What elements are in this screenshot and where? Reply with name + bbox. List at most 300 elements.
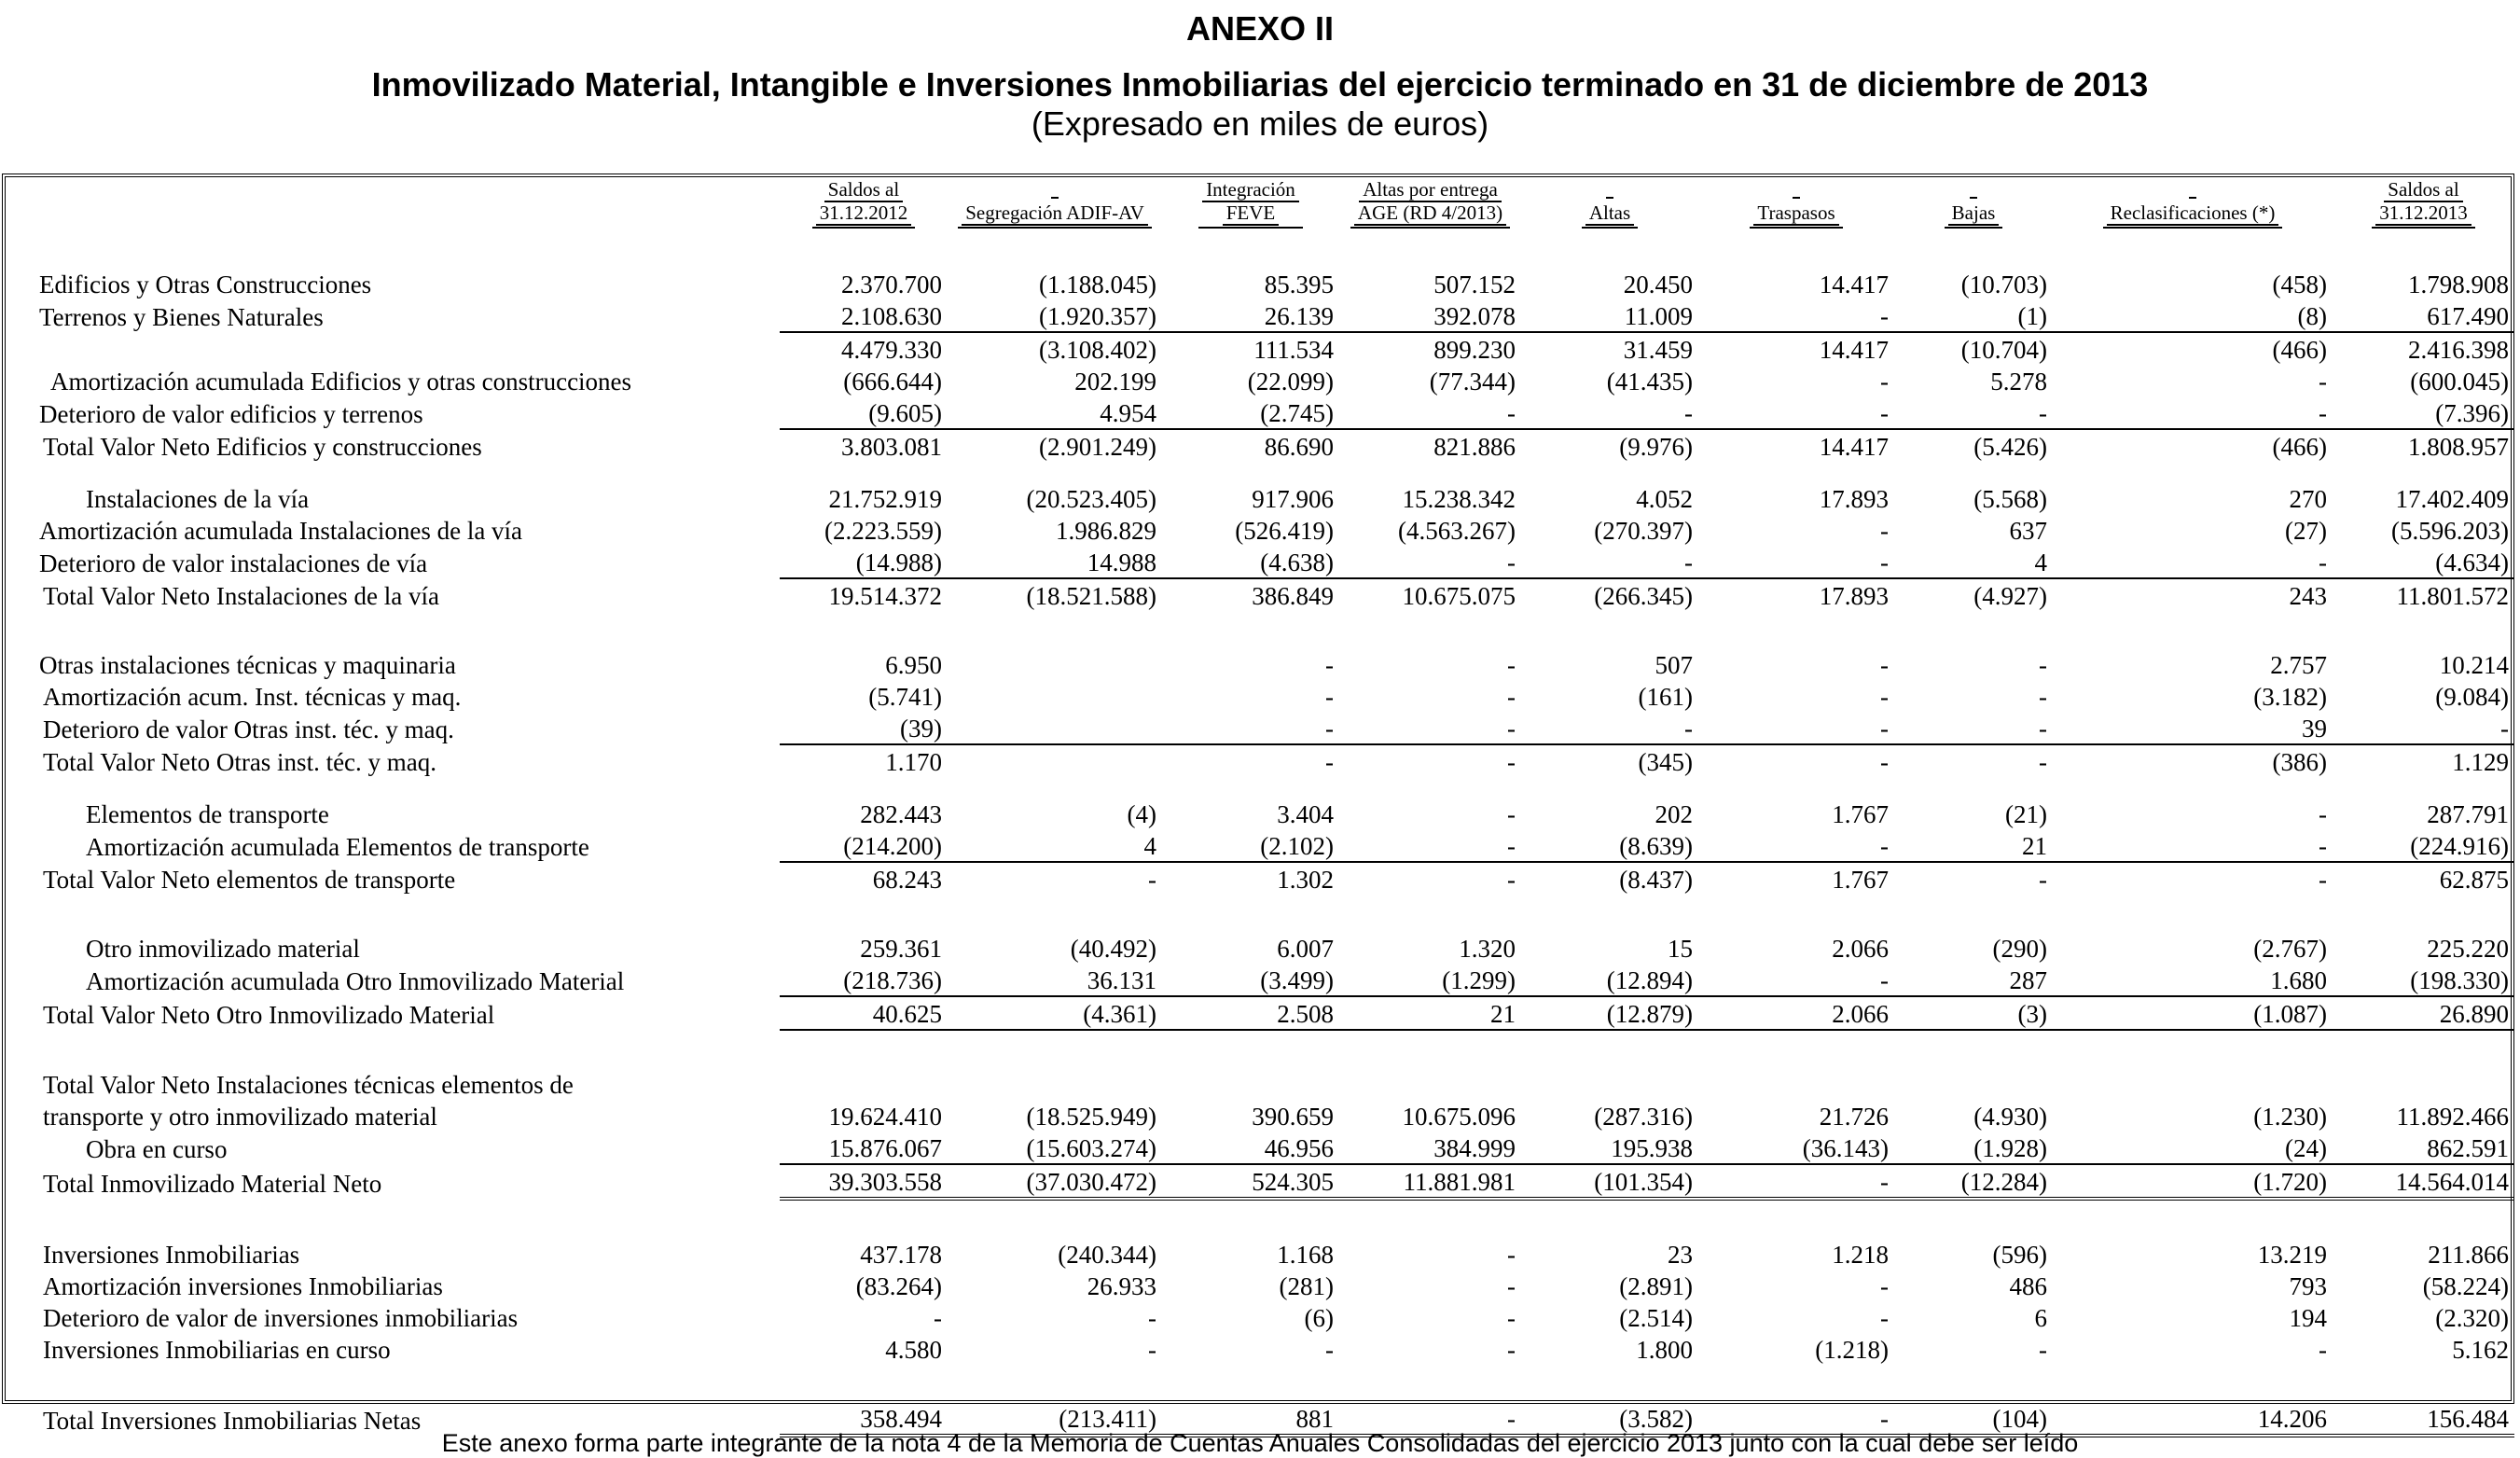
cell-value: 507.152	[1433, 271, 1516, 299]
cell-value: 15.238.342	[1402, 485, 1516, 513]
cell-value: -	[2053, 829, 2333, 862]
cell-value: (526.419)	[1235, 517, 1334, 545]
cell-value: -	[1339, 829, 1521, 862]
cell-value: -	[1698, 712, 1894, 744]
cell-value: (2.767)	[2253, 935, 2327, 963]
cell-value: (22.099)	[1247, 368, 1334, 396]
cell-value: (290)	[1992, 935, 2047, 963]
row-label: Amortización inversiones Inmobiliarias	[43, 1272, 443, 1300]
cell-value: (2.223.559)	[824, 517, 942, 545]
cell-value: (458)	[2272, 271, 2327, 299]
cell-value: -	[1162, 712, 1339, 744]
table-row	[6, 964, 2514, 996]
cell-value: (9.084)	[2435, 683, 2509, 711]
cell-value: -	[1698, 396, 1894, 429]
cell-value: (12.894)	[1521, 964, 1698, 996]
cell-value: 68.243	[872, 866, 942, 894]
cell-value	[1162, 1068, 1339, 1100]
cell-value: 1.218	[1832, 1241, 1889, 1269]
cell-value: (3)	[1894, 996, 2053, 1030]
row-label: transporte y otro inmovilizado material	[43, 1103, 437, 1131]
row-label: Otras instalaciones técnicas y maquinaria	[39, 651, 456, 679]
table-row	[6, 648, 2514, 680]
cell-value: (8.437)	[1619, 866, 1693, 894]
cell-value: 26.890	[2333, 996, 2514, 1030]
cell-value: 39	[2053, 712, 2333, 744]
cell-value: -	[1325, 651, 1334, 679]
cell-value: (1.188.045)	[1039, 271, 1156, 299]
cell-value: 4	[1894, 546, 2053, 578]
cell-value: 3.803.081	[841, 433, 942, 461]
table-row	[6, 268, 2514, 299]
cell-value: (596)	[1992, 1241, 2047, 1269]
cell-value: 270	[2289, 485, 2327, 513]
row-label: Total Inmovilizado Material Neto	[43, 1170, 382, 1198]
table-row	[6, 744, 2514, 777]
row-label: Otro inmovilizado material	[86, 935, 360, 963]
cell-value: -	[1698, 1164, 1894, 1199]
cell-value: -	[2039, 683, 2047, 711]
column-header: Saldos al 31.12.2013	[2333, 179, 2514, 230]
cell-value	[1894, 1068, 2053, 1100]
cell-value: 26.139	[1264, 302, 1334, 330]
cell-value: 17.893	[1819, 485, 1889, 513]
cell-value: (5.596.203)	[2391, 517, 2509, 545]
cell-value: 26.933	[1087, 1272, 1156, 1300]
cell-value: 202	[1655, 800, 1693, 828]
cell-value: (240.344)	[1058, 1241, 1156, 1269]
cell-value: (218.736)	[780, 964, 948, 996]
cell-value: (2.102)	[1162, 829, 1339, 862]
cell-value: 1.320	[1459, 935, 1516, 963]
cell-value: (7.396)	[2333, 396, 2514, 429]
cell-value: (3.582)	[1521, 1402, 1698, 1436]
cell-value: 17.893	[1819, 582, 1889, 610]
row-label: Amortización acumulada Elementos de transporte	[86, 833, 589, 861]
cell-value: (2.745)	[1162, 396, 1339, 429]
cell-value: (24)	[2053, 1132, 2333, 1164]
cell-value: (198.330)	[2333, 964, 2514, 996]
column-header: Saldos al 31.12.2012	[780, 179, 948, 230]
cell-value: (40.492)	[1070, 935, 1156, 963]
cell-value: (10.704)	[1894, 332, 2053, 365]
row-label: Total Valor Neto elementos de transporte	[43, 866, 456, 894]
cell-value: -	[1521, 396, 1698, 429]
cell-value: (214.200)	[780, 829, 948, 862]
cell-value: 21	[1339, 996, 1521, 1030]
cell-value: 13.219	[2257, 1241, 2327, 1269]
cell-value: 2.416.398	[2333, 332, 2514, 365]
cell-value: -	[2039, 651, 2047, 679]
cell-value: (3.108.402)	[948, 332, 1162, 365]
cell-value	[948, 680, 1162, 712]
cell-value: 637	[2009, 517, 2047, 545]
spacer-row	[6, 230, 2514, 268]
cell-value: (27)	[2285, 517, 2327, 545]
cell-value: -	[1339, 1402, 1521, 1436]
table-row	[6, 798, 2514, 829]
cell-value: (8)	[2297, 302, 2327, 330]
cell-value	[2053, 1068, 2333, 1100]
cell-value: 46.956	[1162, 1132, 1339, 1164]
cell-value: 11.881.981	[1339, 1164, 1521, 1199]
row-label: Total Valor Neto Otras inst. téc. y maq.	[43, 748, 437, 776]
cell-value: (4.634)	[2333, 546, 2514, 578]
cell-value: 202.199	[1074, 368, 1156, 396]
row-label: Deterioro de valor de inversiones inmobiliarias	[43, 1304, 519, 1332]
cell-value: -	[1339, 712, 1521, 744]
cell-value: -	[1148, 866, 1156, 894]
cell-value: -	[1325, 748, 1334, 776]
cell-value: 111.534	[1162, 332, 1339, 365]
cell-value: 1.170	[885, 748, 942, 776]
cell-value: 4.052	[1636, 485, 1693, 513]
cell-value: 17.402.409	[2395, 485, 2509, 513]
cell-value: (1.720)	[2053, 1164, 2333, 1199]
cell-value: -	[1148, 1336, 1156, 1364]
row-label: Instalaciones de la vía	[86, 485, 310, 513]
report-title: Inmovilizado Material, Intangible e Inversiones Inmobiliarias del ejercicio terminado en 31 de diciembre de 2013	[371, 65, 2149, 104]
cell-value: 194	[2289, 1304, 2327, 1332]
cell-value	[1521, 1068, 1698, 1100]
cell-value: 10.675.075	[1402, 582, 1516, 610]
cell-value: (101.354)	[1521, 1164, 1698, 1199]
cell-value: 917.906	[1252, 485, 1334, 513]
row-label: Amortización acumulada Edificios y otras construcciones	[50, 368, 632, 396]
table-row	[6, 514, 2514, 546]
cell-value: -	[2039, 866, 2047, 894]
spacer-row	[6, 777, 2514, 798]
cell-value: (5.741)	[868, 683, 942, 711]
cell-value: (83.264)	[855, 1272, 942, 1300]
table-row	[6, 546, 2514, 578]
cell-value: (9.605)	[780, 396, 948, 429]
table-row	[6, 1238, 2514, 1270]
cell-value: 259.361	[860, 935, 942, 963]
spacer-row	[6, 611, 2514, 648]
cell-value	[948, 744, 1162, 777]
cell-value: (4.930)	[1973, 1103, 2047, 1131]
cell-value: 1.680	[2053, 964, 2333, 996]
row-label: Amortización acumulada Otro Inmovilizado Material	[86, 967, 625, 995]
cell-value: (270.397)	[1594, 517, 1693, 545]
cell-value: -	[1698, 964, 1894, 996]
cell-value: 31.459	[1521, 332, 1698, 365]
cell-value: -	[1507, 800, 1516, 828]
table-row	[6, 365, 2514, 396]
cell-value: 1.767	[1832, 866, 1889, 894]
cell-value: (12.879)	[1521, 996, 1698, 1030]
cell-value: (4.563.267)	[1398, 517, 1516, 545]
cell-value	[780, 1068, 948, 1100]
annex-label: ANEXO II	[1185, 9, 1335, 48]
cell-value: 2.066	[1698, 996, 1894, 1030]
cell-value: (666.644)	[843, 368, 942, 396]
cell-value: (4.927)	[1973, 582, 2047, 610]
cell-value: 10.214	[2439, 651, 2509, 679]
row-label: Deterioro de valor edificios y terrenos	[39, 400, 423, 428]
cell-value: -	[2053, 396, 2333, 429]
table-row	[6, 996, 2514, 1030]
column-header: Segregación ADIF-AV	[948, 179, 1162, 230]
cell-value: (161)	[1638, 683, 1693, 711]
row-label: Inversiones Inmobiliarias en curso	[43, 1336, 391, 1364]
column-header: Integración FEVE	[1162, 179, 1339, 230]
cell-value: 14.417	[1819, 433, 1889, 461]
row-label: Terrenos y Bienes Naturales	[39, 303, 324, 331]
column-header: Bajas	[1894, 179, 2053, 230]
cell-value: 881	[1162, 1402, 1339, 1436]
cell-value: 390.659	[1252, 1103, 1334, 1131]
table-row	[6, 712, 2514, 744]
cell-value	[1698, 1068, 1894, 1100]
cell-value: (1.920.357)	[1039, 302, 1156, 330]
cell-value: (1.230)	[2253, 1103, 2327, 1131]
cell-value: -	[1148, 1304, 1156, 1332]
cell-value: -	[1880, 683, 1889, 711]
cell-value: 2.066	[1832, 935, 1889, 963]
spacer-row	[6, 1199, 2514, 1238]
cell-value: (77.344)	[1429, 368, 1516, 396]
cell-value: (2.320)	[2435, 1304, 2509, 1332]
cell-value: (39)	[780, 712, 948, 744]
row-label	[6, 332, 780, 365]
table-row	[6, 862, 2514, 895]
cell-value: 524.305	[1162, 1164, 1339, 1199]
cell-value: 386.849	[1252, 582, 1334, 610]
cell-value: 11.009	[1624, 302, 1693, 330]
column-header: Reclasificaciones (*)	[2053, 179, 2333, 230]
row-label: Total Inversiones Inmobiliarias Netas	[43, 1407, 422, 1435]
row-label: Edificios y Otras Construcciones	[39, 271, 372, 299]
cell-value: (600.045)	[2410, 368, 2509, 396]
cell-value: -	[1880, 1272, 1889, 1300]
cell-value: 1.798.908	[2408, 271, 2509, 299]
cell-value: (8.639)	[1521, 829, 1698, 862]
cell-value: (18.525.949)	[1026, 1103, 1156, 1131]
cell-value: 14.417	[1698, 332, 1894, 365]
cell-value: 85.395	[1264, 271, 1334, 299]
row-label: Deterioro de valor instalaciones de vía	[39, 549, 428, 577]
cell-value: 5.162	[2452, 1336, 2509, 1364]
cell-value: 11.892.466	[2396, 1103, 2509, 1131]
table-row	[6, 829, 2514, 862]
cell-value: -	[1325, 683, 1334, 711]
cell-value: 862.591	[2333, 1132, 2514, 1164]
cell-value: (466)	[2053, 332, 2333, 365]
column-header-row	[6, 179, 2514, 230]
cell-value: -	[1880, 1304, 1889, 1332]
cell-value: 6.950	[885, 651, 942, 679]
cell-value: -	[2319, 866, 2327, 894]
cell-value: 4.580	[885, 1336, 942, 1364]
cell-value: (287.316)	[1594, 1103, 1693, 1131]
cell-value: 86.690	[1264, 433, 1334, 461]
cell-value: (3.499)	[1162, 964, 1339, 996]
report-subtitle: (Expresado en miles de euros)	[1031, 104, 1489, 143]
cell-value: (15.603.274)	[948, 1132, 1162, 1164]
row-label: Amortización acumulada Instalaciones de la vía	[39, 517, 523, 545]
cell-value: 62.875	[2439, 866, 2509, 894]
cell-value: 507	[1655, 651, 1693, 679]
cell-value: (9.976)	[1619, 433, 1693, 461]
cell-value: (1.928)	[1894, 1132, 2053, 1164]
cell-value: 1.129	[2452, 748, 2509, 776]
table-row	[6, 1100, 2514, 1132]
cell-value: 225.220	[2427, 935, 2509, 963]
cell-value: 156.484	[2333, 1402, 2514, 1436]
table-row	[6, 332, 2514, 365]
cell-value: (104)	[1894, 1402, 2053, 1436]
table-row	[6, 680, 2514, 712]
cell-value	[948, 648, 1162, 680]
spacer-row	[6, 895, 2514, 932]
table-row	[6, 482, 2514, 514]
cell-value: -	[1507, 748, 1516, 776]
cell-value: 4.954	[948, 396, 1162, 429]
cell-value: 23	[1668, 1241, 1693, 1269]
cell-value	[2333, 1068, 2514, 1100]
cell-value: 21	[1894, 829, 2053, 862]
cell-value: (18.521.588)	[1026, 582, 1156, 610]
row-label: Amortización acum. Inst. técnicas y maq.	[43, 683, 462, 711]
cell-value: -	[1894, 712, 2053, 744]
table-row	[6, 1270, 2514, 1301]
cell-value: -	[1698, 1402, 1894, 1436]
cell-value: 36.131	[948, 964, 1162, 996]
cell-value	[1339, 1068, 1521, 1100]
cell-value: 4.479.330	[780, 332, 948, 365]
cell-value: 384.999	[1339, 1132, 1521, 1164]
cell-value: 11.801.572	[2396, 582, 2509, 610]
cell-value: -	[1698, 829, 1894, 862]
cell-value: (1.087)	[2053, 996, 2333, 1030]
cell-value: 40.625	[780, 996, 948, 1030]
cell-value: (12.284)	[1894, 1164, 2053, 1199]
cell-value: 437.178	[860, 1241, 942, 1269]
table-row	[6, 1132, 2514, 1164]
row-label: Deterioro de valor Otras inst. téc. y maq.	[43, 715, 454, 743]
cell-value: 14.417	[1819, 271, 1889, 299]
column-header: Altas	[1521, 179, 1698, 230]
cell-value: -	[1880, 302, 1889, 330]
cell-value: (6)	[1304, 1304, 1334, 1332]
cell-value: 1.808.957	[2408, 433, 2509, 461]
cell-value	[948, 1068, 1162, 1100]
cell-value: -	[2333, 712, 2514, 744]
cell-value: -	[1507, 683, 1516, 711]
cell-value: 39.303.558	[780, 1164, 948, 1199]
cell-value: (3.182)	[2253, 683, 2327, 711]
cell-value: -	[1507, 1336, 1516, 1364]
row-label: Total Valor Neto Otro Inmovilizado Material	[43, 1001, 495, 1029]
cell-value: -	[1507, 651, 1516, 679]
cell-value: 486	[2009, 1272, 2047, 1300]
cell-value: 1.767	[1832, 800, 1889, 828]
cell-value: (4)	[1127, 800, 1156, 828]
table-row	[6, 429, 2514, 462]
cell-value: 1.302	[1277, 866, 1334, 894]
cell-value: (4.361)	[948, 996, 1162, 1030]
cell-value: 1.800	[1636, 1336, 1693, 1364]
table-row	[6, 1068, 2514, 1100]
cell-value: -	[1339, 396, 1521, 429]
cell-value: (10.703)	[1960, 271, 2047, 299]
cell-value: (41.435)	[1606, 368, 1693, 396]
cell-value: 1.168	[1277, 1241, 1334, 1269]
cell-value: 282.443	[860, 800, 942, 828]
footer-note: Este anexo forma parte integrante de la nota 4 de la Memoria de Cuentas Anuales Consolidadas del ejercicio 2013 junto con la cual debe ser leído	[441, 1429, 2079, 1457]
cell-value: 15	[1668, 935, 1693, 963]
cell-value: (281)	[1279, 1272, 1334, 1300]
cell-value: -	[2319, 1336, 2327, 1364]
cell-value: -	[1880, 748, 1889, 776]
cell-value: (345)	[1638, 748, 1693, 776]
cell-value: (36.143)	[1698, 1132, 1894, 1164]
cell-value: 5.278	[1990, 368, 2047, 396]
fixed-assets-table	[6, 179, 2514, 1437]
cell-value: (213.411)	[948, 1402, 1162, 1436]
cell-value: -	[2319, 800, 2327, 828]
cell-value: (266.345)	[1594, 582, 1693, 610]
row-label: Total Valor Neto Instalaciones de la vía	[43, 582, 439, 610]
cell-value: -	[2039, 748, 2047, 776]
cell-value: 617.490	[2427, 302, 2509, 330]
cell-value: 6.007	[1277, 935, 1334, 963]
cell-value: (5.426)	[1973, 433, 2047, 461]
row-label: Elementos de transporte	[86, 800, 329, 828]
cell-value: 2.108.630	[841, 302, 942, 330]
cell-value: 14.988	[948, 546, 1162, 578]
cell-value: -	[1698, 546, 1894, 578]
cell-value	[948, 712, 1162, 744]
cell-value: (2.891)	[1619, 1272, 1693, 1300]
table-row	[6, 1333, 2514, 1365]
cell-value: 19.624.410	[828, 1103, 942, 1131]
table-row	[6, 1164, 2514, 1199]
cell-value: (37.030.472)	[948, 1164, 1162, 1199]
cell-value: -	[1880, 651, 1889, 679]
cell-value: (1.218)	[1815, 1336, 1889, 1364]
cell-value: 392.078	[1433, 302, 1516, 330]
cell-value: (21)	[2005, 800, 2047, 828]
cell-value: 793	[2289, 1272, 2327, 1300]
cell-value: 1.986.829	[1056, 517, 1156, 545]
cell-value: (4.638)	[1162, 546, 1339, 578]
cell-value: -	[1521, 712, 1698, 744]
cell-value: -	[1507, 866, 1516, 894]
cell-value: -	[1339, 546, 1521, 578]
cell-value: -	[934, 1304, 942, 1332]
cell-value: (1.299)	[1339, 964, 1521, 996]
row-label: Total Valor Neto Edificios y construcciones	[43, 433, 482, 461]
cell-value: -	[1894, 396, 2053, 429]
cell-value: -	[1507, 1304, 1516, 1332]
row-label: Inversiones Inmobiliarias	[43, 1241, 300, 1269]
cell-value: -	[1325, 1336, 1334, 1364]
label-column-header	[6, 179, 780, 230]
cell-value: 821.886	[1433, 433, 1516, 461]
cell-value: 2.370.700	[841, 271, 942, 299]
cell-value: -	[2039, 1336, 2047, 1364]
cell-value: (20.523.405)	[1026, 485, 1156, 513]
cell-value: 287	[1894, 964, 2053, 996]
cell-value: 358.494	[780, 1402, 948, 1436]
cell-value: -	[1507, 1272, 1516, 1300]
table-row	[6, 932, 2514, 964]
cell-value: 211.866	[2428, 1241, 2509, 1269]
cell-value: 15.876.067	[780, 1132, 948, 1164]
